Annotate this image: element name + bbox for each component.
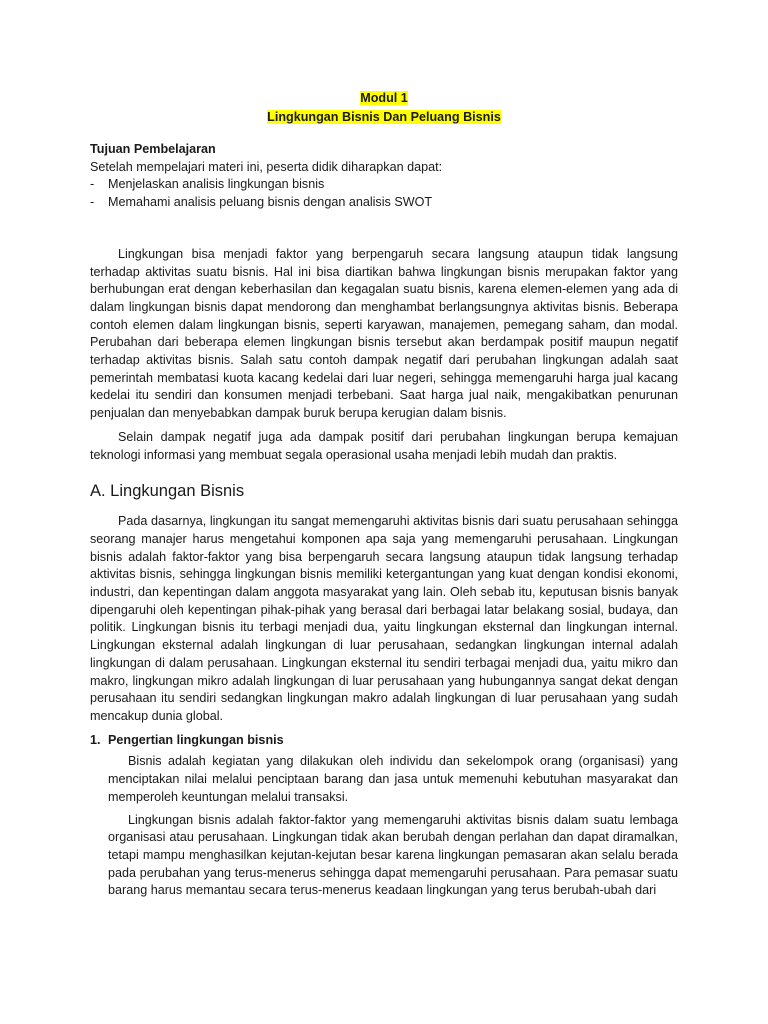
learning-goals-heading: Tujuan Pembelajaran	[90, 142, 216, 156]
goal-item	[90, 194, 678, 212]
intro-paragraph: Lingkungan bisa menjadi faktor yang berpengaruh secara langsung ataupun tidak langsung terhadap aktivitas suatu bisnis. Hal ini bisa diartikan bahwa lingkungan bisnis merupakan faktor yang berhubungan erat dengan keberhasilan dan kegagalan suatu bisnis, karena elemen-elemen yang ada di dalam lingkungan bisnis dapat mendorong dan menghambat berlangsungnya aktivitas bisnis. Beberapa contoh elemen dalam lingkungan bisnis, seperti karyawan, manajemen, pemegang saham, dan modal. Perubahan dari beberapa elemen lingkungan bisnis tersebut akan berdampak positif maupun negatif terhadap aktivitas bisnis. Salah satu contoh dampak negatif dari perubahan lingkungan adalah saat pemerintah membatasi kuota kacang kedelai dari luar negeri, sehingga memengaruhi harga jual kacang kedelai itu sendiri dan konsumen menjadi terbebani. Saat harga jual naik, mengakibatkan penurunan penjualan dan menyebabkan dampak buruk berupa kerugian dalam bisnis.	[90, 246, 678, 421]
section-heading: A. Lingkungan Bisnis	[90, 482, 245, 501]
learning-goals	[90, 141, 678, 212]
module-title	[90, 90, 678, 127]
goal-item	[90, 176, 678, 194]
module-subtitle: Lingkungan Bisnis Dan Peluang Bisnis	[267, 110, 501, 124]
subsection-paragraph: Bisnis adalah kegiatan yang dilakukan oleh individu dan sekelompok orang (organisasi) yang menciptakan nilai melalui penciptaan barang dan jasa untuk memenuhi kebutuhan masyarakat dan memperoleh keuntungan melalui transaksi.	[108, 754, 678, 804]
intro-paragraph: Selain dampak negatif juga ada dampak positif dari perubahan lingkungan berupa kemajuan teknologi informasi yang membuat segala operasional usaha menjadi lebih mudah dan praktis.	[90, 429, 678, 462]
page-content	[90, 90, 678, 900]
goal-item-text: Menjelaskan analisis lingkungan bisnis	[108, 177, 325, 192]
learning-goals-intro: Setelah mempelajari materi ini, peserta didik diharapkan dapat:	[90, 159, 443, 174]
subsection-number: 1.	[90, 732, 101, 747]
goal-bullet: -	[90, 195, 95, 210]
goal-bullet: -	[90, 177, 95, 192]
goal-item-text: Memahami analisis peluang bisnis dengan analisis SWOT	[108, 195, 433, 210]
section-paragraph: Pada dasarnya, lingkungan itu sangat memengaruhi aktivitas bisnis dari suatu perusahaan sehingga seorang manajer harus mengetahui komponen apa saja yang memengaruhi perusahaan. Lingkungan bisnis adalah faktor-faktor yang bisa berpengaruh secara langsung ataupun tidak langsung terhadap aktivitas bisnis, sehingga lingkungan bisnis memiliki ketergantungan yang kuat dengan kondisi ekonomi, industri, dan kepentingan dalam anggota masyarakat yang lain. Oleh sebab itu, keputusan bisnis banyak dipengaruhi oleh kepentingan pihak-pihak yang berasal dari berbagai latar belakang sosial, budaya, dan politik. Lingkungan bisnis itu terbagi menjadi dua, yaitu lingkungan eksternal dan lingkungan internal. Lingkungan eksternal adalah lingkungan di luar perusahaan, sedangkan lingkungan internal adalah lingkungan di dalam perusahaan. Lingkungan eksternal itu sendiri terbagai menjadi dua, yaitu mikro dan makro, lingkungan mikro adalah lingkungan di luar perusahaan yang hubungannya sangat dekat dengan perusahaan itu sendiri sedangkan lingkungan makro adalah lingkungan di luar perusahaan yang sudah mencakup dunia global.	[90, 514, 678, 723]
subsection-paragraph: Lingkungan bisnis adalah faktor-faktor yang memengaruhi aktivitas bisnis dalam suatu lembaga organisasi atau perusahaan. Lingkungan tidak akan berubah dengan perlahan dan dapat diramalkan, tetapi mampu menghasilkan kejutan-kejutan besar karena lingkungan pemasaran akan selalu berada pada perubahan yang terus-menerus sehingga dapat memengaruhi perusahaan. Para pemasar suatu barang harus memantau secara terus-menerus keadaan lingkungan yang terus berubah-ubah dari	[108, 812, 678, 898]
subsection-title: Pengertian lingkungan bisnis	[108, 732, 284, 747]
subsection-heading	[90, 732, 678, 750]
module-number: Modul 1	[360, 91, 408, 105]
